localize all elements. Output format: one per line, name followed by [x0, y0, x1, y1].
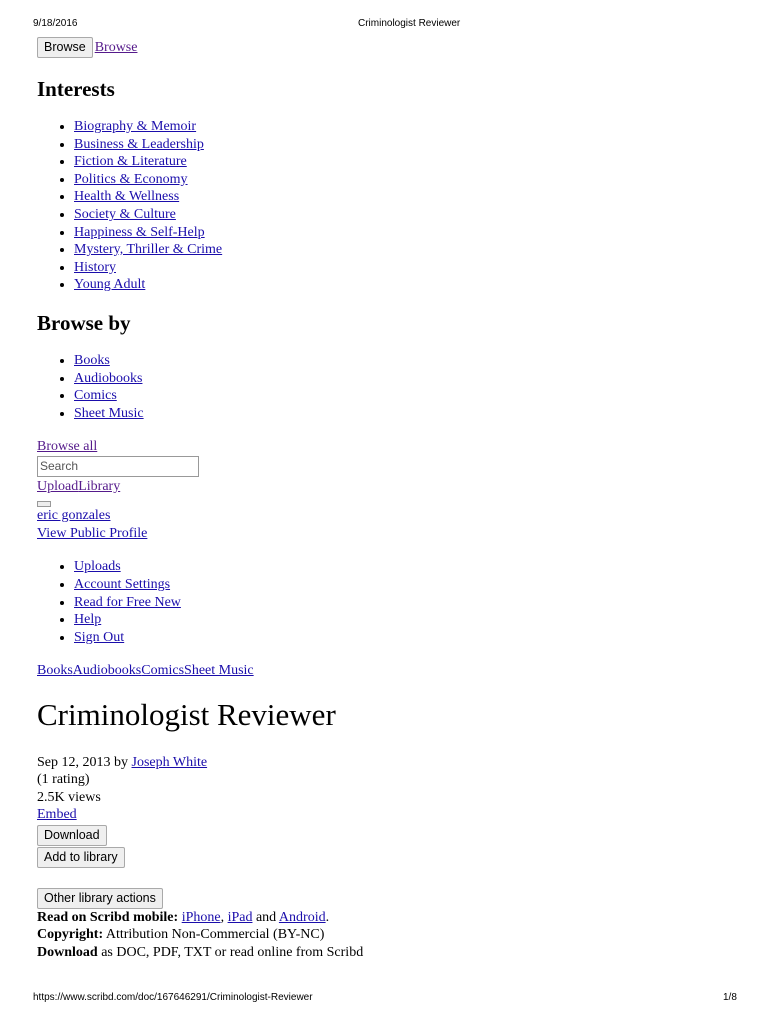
- browse-by-heading: Browse by: [37, 310, 131, 335]
- interest-link[interactable]: Health & Wellness: [74, 189, 180, 205]
- print-page-number: 1/8: [723, 992, 737, 1003]
- other-library-actions-button[interactable]: Other library actions: [37, 888, 163, 909]
- user-name-link[interactable]: eric gonzales: [37, 508, 111, 524]
- list-item: [74, 276, 737, 294]
- category-link-books[interactable]: Books: [37, 663, 73, 679]
- browse-by-link[interactable]: Sheet Music: [74, 405, 144, 421]
- mobile-label: Read on Scribd mobile:: [37, 909, 179, 925]
- other-actions-row: [37, 888, 737, 909]
- list-item: [74, 611, 737, 629]
- ipad-link[interactable]: iPad: [227, 909, 253, 925]
- top-nav: [37, 37, 737, 58]
- list-item: [74, 576, 737, 594]
- uploads-link[interactable]: Uploads: [74, 559, 121, 575]
- download-button[interactable]: Download: [37, 825, 107, 846]
- interest-link[interactable]: Young Adult: [74, 277, 146, 293]
- interest-link[interactable]: Happiness & Self-Help: [74, 224, 205, 240]
- interests-list: [37, 118, 737, 294]
- upload-link[interactable]: Upload: [37, 478, 79, 494]
- list-item: [74, 387, 737, 405]
- list-item: [74, 136, 737, 154]
- browse-all-row: [37, 438, 737, 456]
- android-link[interactable]: Android: [278, 909, 326, 925]
- download-info-label: Download: [37, 944, 98, 960]
- embed-row: [37, 806, 737, 824]
- browse-link[interactable]: Browse: [94, 39, 138, 55]
- iphone-link[interactable]: iPhone: [181, 909, 221, 925]
- browse-by-link[interactable]: Audiobooks: [74, 370, 143, 386]
- interests-heading: Interests: [37, 77, 115, 101]
- print-title: Criminologist Reviewer: [358, 18, 461, 29]
- add-library-row: [37, 847, 737, 868]
- browse-all-link[interactable]: Browse all: [37, 439, 98, 455]
- mobile-period: .: [325, 909, 330, 925]
- category-link-audiobooks[interactable]: Audiobooks: [72, 663, 142, 679]
- profile-row: [37, 525, 737, 543]
- list-item: [74, 405, 737, 423]
- upload-library-row: [37, 478, 737, 496]
- interest-link[interactable]: Mystery, Thriller & Crime: [74, 242, 223, 258]
- view-profile-link[interactable]: View Public Profile: [37, 525, 148, 541]
- list-item: [74, 594, 737, 612]
- list-item: [74, 259, 737, 277]
- user-menu-list: [37, 558, 737, 646]
- category-link-comics[interactable]: Comics: [141, 663, 185, 679]
- views-text: 2.5K views: [37, 789, 101, 805]
- list-item: [74, 171, 737, 189]
- interest-link[interactable]: Fiction & Literature: [74, 154, 187, 170]
- list-item: [74, 224, 737, 242]
- browse-by-link[interactable]: Comics: [74, 388, 117, 404]
- browse-button[interactable]: Browse: [37, 37, 93, 58]
- list-item: [74, 629, 737, 647]
- user-name-row: [37, 507, 737, 525]
- read-for-free-link[interactable]: Read for Free New: [74, 594, 181, 610]
- document-title: Criminologist Reviewer: [37, 696, 336, 732]
- browse-by-link[interactable]: Books: [74, 352, 110, 368]
- account-settings-link[interactable]: Account Settings: [74, 576, 171, 592]
- document-meta: [37, 754, 737, 772]
- copyright-value: Attribution Non-Commercial (BY-NC): [105, 927, 325, 943]
- list-item: [74, 188, 737, 206]
- help-link[interactable]: Help: [74, 612, 102, 628]
- author-link[interactable]: Joseph White: [131, 754, 208, 770]
- interest-link[interactable]: History: [74, 259, 116, 275]
- browse-by-list: [37, 352, 737, 422]
- list-item: [74, 241, 737, 259]
- print-date: 9/18/2016: [33, 18, 78, 29]
- list-item: [74, 558, 737, 576]
- interest-link[interactable]: Biography & Memoir: [74, 119, 197, 134]
- download-info-value: as DOC, PDF, TXT or read online from Scribd: [101, 944, 364, 960]
- interest-link[interactable]: Politics & Economy: [74, 171, 188, 187]
- add-to-library-button[interactable]: Add to library: [37, 847, 125, 868]
- download-info-row: [37, 944, 737, 962]
- page-content: [37, 37, 737, 961]
- embed-link[interactable]: Embed: [37, 807, 77, 823]
- category-link-sheet-music[interactable]: Sheet Music: [184, 663, 254, 679]
- category-links-row: [37, 662, 737, 680]
- search-row: [37, 456, 737, 477]
- list-item: [74, 370, 737, 388]
- list-item: [74, 118, 737, 136]
- print-url: https://www.scribd.com/doc/167646291/Criminologist-Reviewer: [33, 992, 313, 1003]
- library-link[interactable]: Library: [78, 478, 121, 494]
- search-input[interactable]: [37, 456, 199, 477]
- mobile-comma: ,: [220, 909, 225, 925]
- interest-link[interactable]: Society & Culture: [74, 206, 176, 222]
- list-item: [74, 206, 737, 224]
- mobile-and: and: [255, 909, 277, 925]
- list-item: [74, 153, 737, 171]
- sign-out-link[interactable]: Sign Out: [74, 629, 125, 645]
- mobile-row: [37, 909, 737, 927]
- rating-text: (1 rating): [37, 772, 90, 788]
- document-date: Sep 12, 2013 by: [37, 754, 128, 770]
- copyright-row: [37, 926, 737, 944]
- copyright-label: Copyright:: [37, 927, 104, 943]
- interest-link[interactable]: Business & Leadership: [74, 136, 204, 152]
- list-item: [74, 352, 737, 370]
- download-row: [37, 825, 737, 846]
